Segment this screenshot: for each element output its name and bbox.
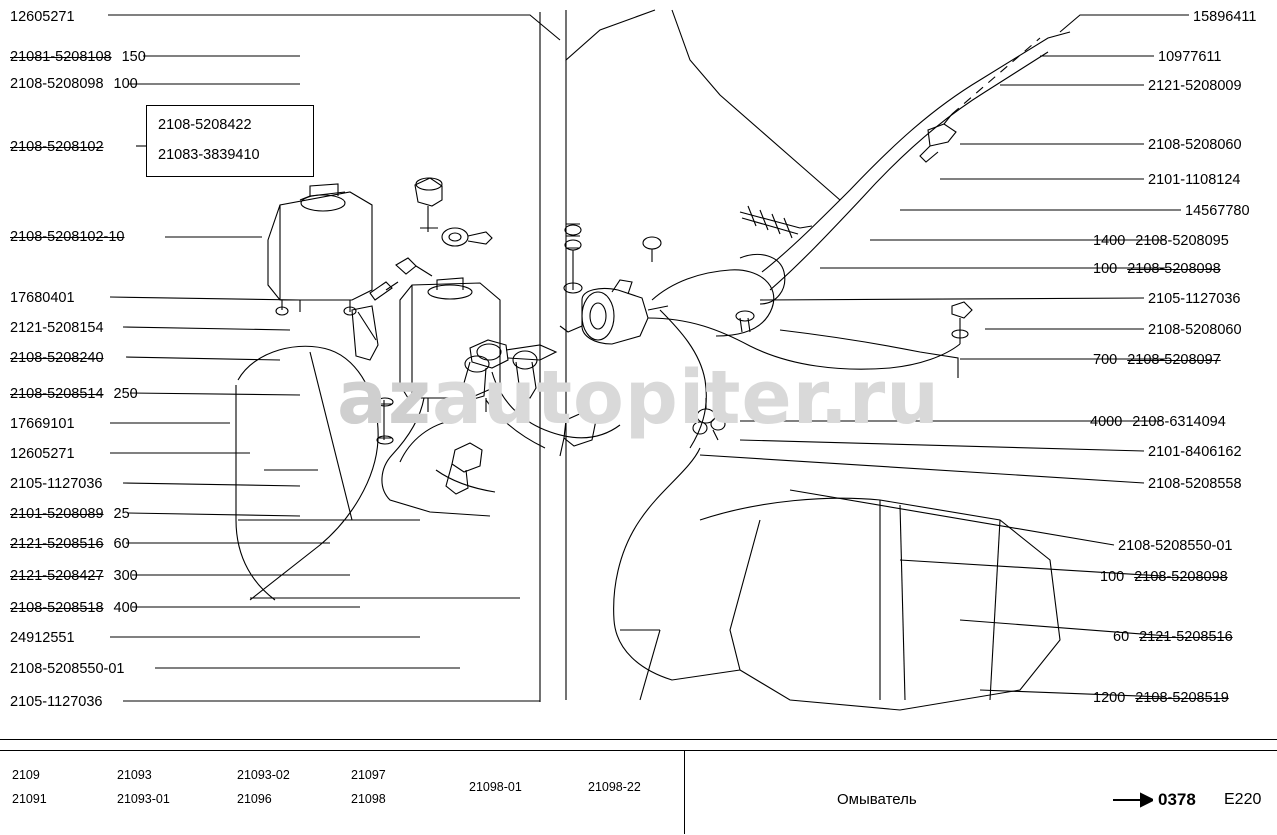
part-label-left: 2108-5208514 250	[10, 386, 138, 402]
footer-model: 21096	[237, 792, 272, 806]
part-label-right: 2108-5208558	[1148, 476, 1242, 492]
footer-model: 21097	[351, 768, 386, 782]
part-label-right: 2108-5208060	[1148, 137, 1242, 153]
footer-divider	[0, 739, 1277, 740]
part-label-left: 24912551	[10, 630, 75, 646]
part-label-left: 2105-1127036	[10, 476, 103, 492]
part-label-left: 17669101	[10, 416, 75, 432]
part-label-right: 700 2108-5208097	[1093, 352, 1221, 368]
callout-box	[146, 105, 314, 177]
part-label-left: 21081-5208108 150	[10, 49, 146, 65]
part-label-left: 12605271	[10, 446, 75, 462]
part-label-right: 4000 2108-6314094	[1090, 414, 1226, 430]
part-label-left: 2108-5208098 100	[10, 76, 138, 92]
part-label-left: 2108-5208550-01	[10, 661, 125, 677]
footer-model: 21098-22	[588, 780, 641, 794]
part-label-right: 15896411	[1193, 9, 1257, 25]
footer-model: 21091	[12, 792, 47, 806]
footer-model: 21098-01	[469, 780, 522, 794]
part-label-right: 60 2121-5208516	[1113, 629, 1233, 645]
footer-models-cell	[0, 750, 685, 834]
footer-model: 21093	[117, 768, 152, 782]
part-label-left: 12605271	[10, 9, 75, 25]
part-label-left: 17680401	[10, 290, 75, 306]
watermark-text: autopiter.ru	[432, 355, 940, 441]
part-label-right: 100 2108-5208098	[1100, 569, 1228, 585]
callout-line-1: 2108-5208422	[158, 117, 252, 133]
part-label-left: 2121-5208427 300	[10, 568, 138, 584]
part-label-left: 2108-5208102-10	[10, 229, 125, 245]
footer-title: Омыватель	[837, 791, 917, 808]
footer-code: E220	[1224, 791, 1262, 808]
part-label-left: 2105-1127036	[10, 694, 103, 710]
callout-line-2: 21083-3839410	[158, 147, 260, 163]
watermark-prefix: az	[337, 355, 433, 441]
footer-model: 21098	[351, 792, 386, 806]
footer-model: 2109	[12, 768, 40, 782]
part-label-right: 2101-8406162	[1148, 444, 1242, 460]
part-label-right: 2105-1127036	[1148, 291, 1241, 307]
part-label-right: 1200 2108-5208519	[1093, 690, 1229, 706]
part-label-right: 2121-5208009	[1148, 78, 1242, 94]
part-label-right: 100 2108-5208098	[1093, 261, 1221, 277]
part-label-right: 2101-1108124	[1148, 172, 1241, 188]
part-label-left: 2121-5208516 60	[10, 536, 130, 552]
part-label-right: 1400 2108-5208095	[1093, 233, 1229, 249]
part-label-right: 2108-5208550-01	[1118, 538, 1233, 554]
part-label-left: 2121-5208154	[10, 320, 104, 336]
arrow-icon	[1113, 790, 1153, 810]
footer-page-number: 0378	[1158, 790, 1196, 809]
footer-model: 21093-02	[237, 768, 290, 782]
part-label-left: 2108-5208518 400	[10, 600, 138, 616]
part-label-left: 2108-5208102	[10, 139, 104, 155]
footer-model: 21093-01	[117, 792, 170, 806]
part-label-left: 2108-5208240	[10, 350, 104, 366]
part-label-right: 2108-5208060	[1148, 322, 1242, 338]
part-label-right: 14567780	[1185, 203, 1250, 219]
part-label-left: 2101-5208089 25	[10, 506, 130, 522]
part-label-right: 10977611	[1158, 49, 1222, 65]
